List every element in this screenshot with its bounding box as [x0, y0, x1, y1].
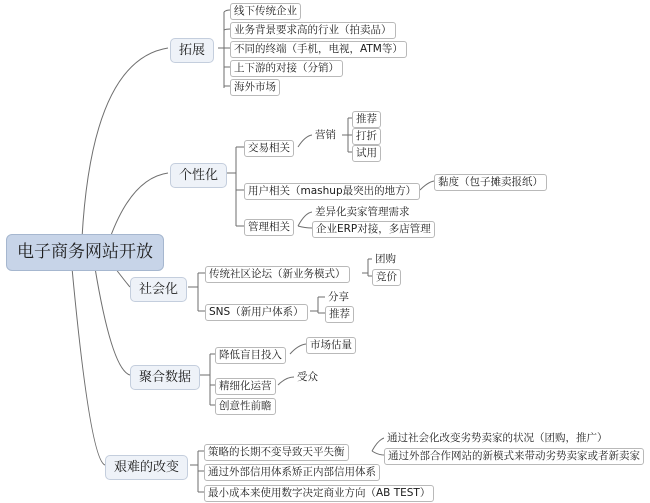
personal-trade[interactable]: 交易相关	[244, 140, 294, 157]
link-root-personal	[110, 173, 168, 238]
marketing-discount[interactable]: 打折	[352, 128, 381, 145]
branch-social[interactable]: 社会化	[130, 277, 187, 302]
expand-item-distribution[interactable]: 上下游的对接（分销）	[230, 60, 343, 77]
personal-user-stickiness[interactable]: 黏度（包子摊卖报纸）	[434, 174, 547, 191]
sns-recommend[interactable]: 推荐	[325, 306, 354, 323]
branch-personal[interactable]: 个性化	[170, 163, 227, 188]
marketing-recommend[interactable]: 推荐	[352, 111, 381, 128]
social-forum[interactable]: 传统社区论坛（新业务模式）	[205, 266, 350, 283]
personal-trade-marketing[interactable]: 营销	[312, 128, 339, 143]
aggregate-market-estimate[interactable]: 市场估量	[306, 337, 356, 354]
manage-seller-needs[interactable]: 差异化卖家管理需求	[312, 205, 413, 220]
expand-item-overseas[interactable]: 海外市场	[230, 79, 280, 96]
personal-manage[interactable]: 管理相关	[244, 219, 294, 236]
link-expand-trunk	[218, 12, 224, 88]
expand-item-industry[interactable]: 业务背景要求高的行业（拍卖品）	[230, 22, 396, 39]
link-root-expand	[82, 48, 168, 238]
aggregate-refined[interactable]: 精细化运营	[215, 378, 276, 395]
root-topic[interactable]: 电子商务网站开放	[6, 234, 164, 271]
expand-item-offline[interactable]: 线下传统企业	[230, 3, 301, 20]
branch-aggregate[interactable]: 聚合数据	[130, 365, 200, 390]
expand-item-terminals[interactable]: 不同的终端（手机，电视，ATM等）	[230, 41, 407, 58]
strategy-social-change[interactable]: 通过社会化改变劣势卖家的状况（团购，推广）	[384, 431, 611, 446]
hard-credit[interactable]: 通过外部信用体系矫正内部信用体系	[204, 464, 380, 481]
hard-ab-test[interactable]: 最小成本来使用数字决定商业方向（AB TEST）	[204, 485, 434, 502]
branch-hard[interactable]: 艰难的改变	[105, 455, 188, 480]
branch-expand[interactable]: 拓展	[170, 38, 214, 63]
hard-strategy[interactable]: 策略的长期不变导致天平失衡	[204, 444, 349, 461]
aggregate-creative[interactable]: 创意性前瞻	[215, 398, 276, 415]
forum-group-buy[interactable]: 团购	[372, 252, 399, 267]
strategy-external-partners[interactable]: 通过外部合作网站的新模式来带动劣势卖家或者新卖家	[384, 448, 644, 465]
marketing-trial[interactable]: 试用	[352, 145, 381, 162]
manage-erp[interactable]: 企业ERP对接，多店管理	[312, 221, 435, 238]
forum-bidding[interactable]: 竞价	[372, 269, 401, 286]
aggregate-audience[interactable]: 受众	[294, 370, 321, 385]
personal-user[interactable]: 用户相关（mashup最突出的地方）	[244, 183, 420, 200]
aggregate-blind[interactable]: 降低盲目投入	[215, 347, 286, 364]
link-root-aggregate	[95, 268, 130, 375]
sns-share[interactable]: 分享	[325, 290, 352, 305]
social-sns[interactable]: SNS（新用户体系）	[205, 304, 308, 321]
